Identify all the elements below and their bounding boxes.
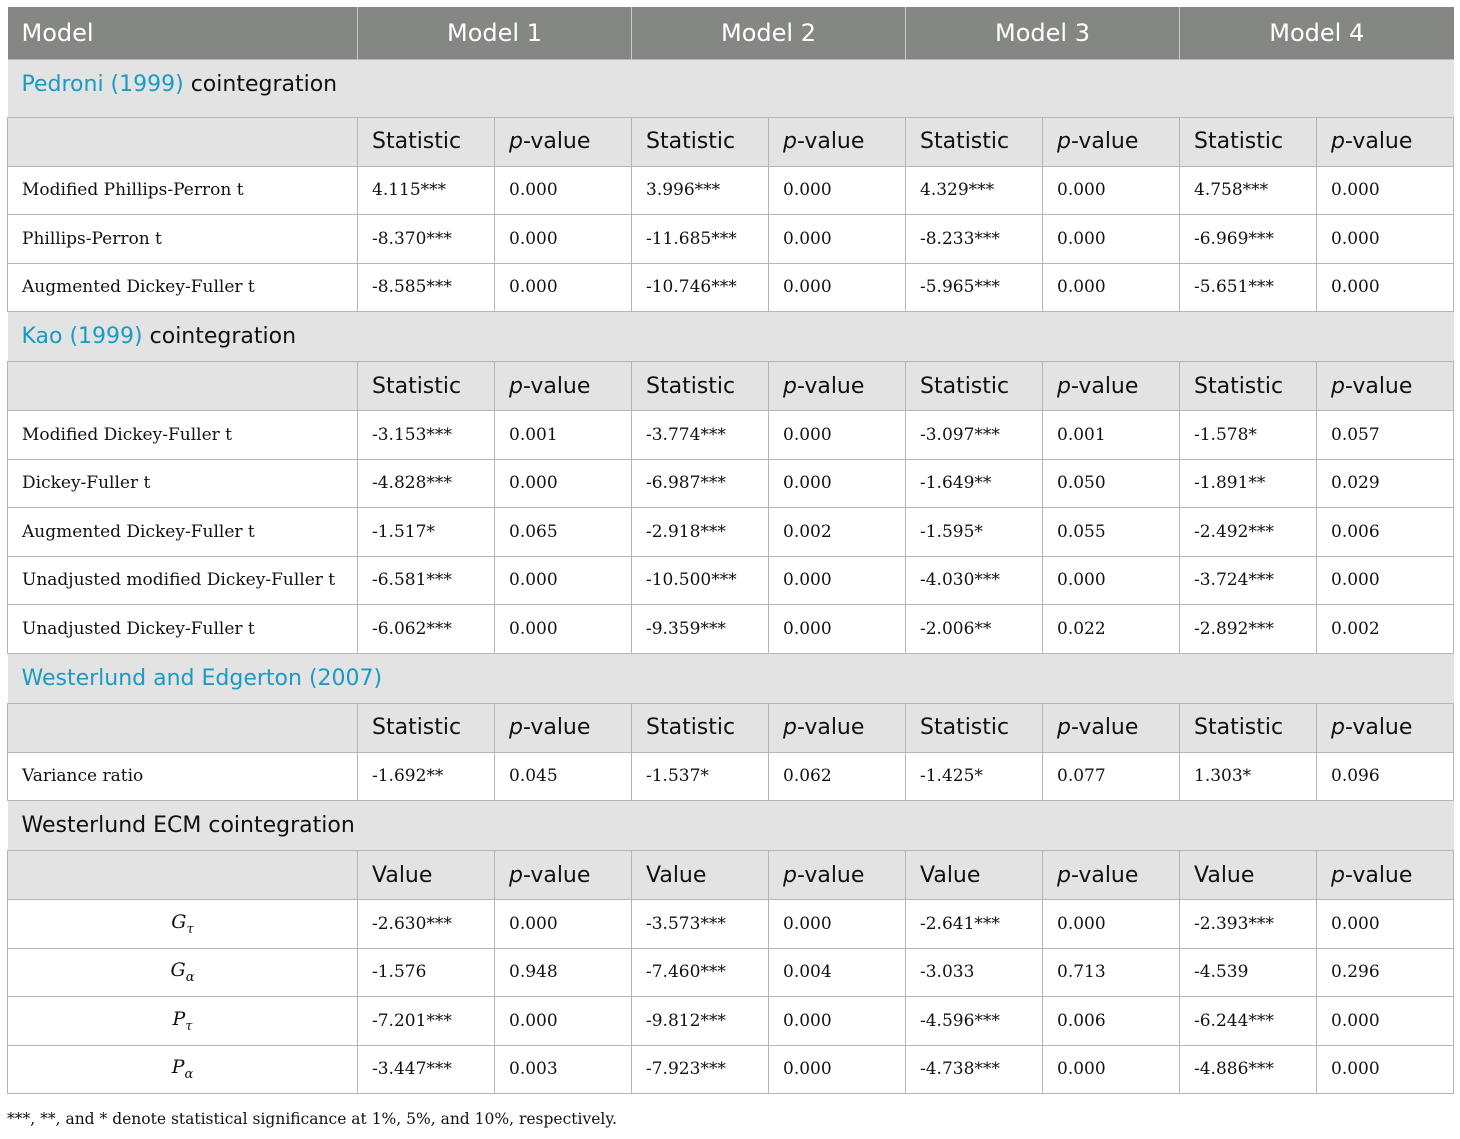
p-value-cell: 0.045 <box>495 752 632 801</box>
section-pedroni <box>8 59 1454 117</box>
table-row <box>8 605 1454 654</box>
statistic-cell: -2.892*** <box>1180 605 1317 654</box>
p-value-cell: 0.000 <box>1043 166 1180 215</box>
statistic-cell: 4.329*** <box>906 166 1043 215</box>
subheader-blank <box>8 851 358 900</box>
statistic-cell: -1.578* <box>1180 411 1317 460</box>
kao-rows <box>8 411 1454 654</box>
p-value-cell: 0.001 <box>495 411 632 460</box>
statistic-cell: -7.201*** <box>358 997 495 1046</box>
p-value-cell: 0.000 <box>495 556 632 605</box>
statistic-cell: -9.812*** <box>632 997 769 1046</box>
table-row <box>8 508 1454 557</box>
row-label: Unadjusted modified Dickey-Fuller t <box>8 556 358 605</box>
statistic-cell: -9.359*** <box>632 605 769 654</box>
statistic-cell: -6.969*** <box>1180 215 1317 264</box>
col-p-value: p-value <box>1043 117 1180 166</box>
table-row <box>8 166 1454 215</box>
subheader-blank <box>8 703 358 752</box>
col-p-value: p-value <box>1317 362 1454 411</box>
statistic-cell: -2.006** <box>906 605 1043 654</box>
col-statistic: Statistic <box>358 703 495 752</box>
statistic-cell: -8.233*** <box>906 215 1043 264</box>
statistic-cell: 4.758*** <box>1180 166 1317 215</box>
section-kao <box>8 312 1454 362</box>
statistic-cell: -6.987*** <box>632 459 769 508</box>
p-value-cell: 0.000 <box>769 166 906 215</box>
p-value-cell: 0.000 <box>1317 900 1454 949</box>
table-row <box>8 948 1454 997</box>
header-model-3: Model 3 <box>906 7 1180 59</box>
p-value-cell: 0.000 <box>769 411 906 460</box>
section-title: Pedroni (1999) cointegration <box>8 59 1454 117</box>
kao-reference-link[interactable]: Kao (1999) <box>21 324 143 349</box>
subheader-row <box>8 851 1454 900</box>
p-value-cell: 0.006 <box>1043 997 1180 1046</box>
statistic-cell: -4.539 <box>1180 948 1317 997</box>
p-value-cell: 0.000 <box>1043 900 1180 949</box>
pedroni-reference-link[interactable]: Pedroni (1999) <box>21 71 184 97</box>
p-value-cell: 0.000 <box>495 997 632 1046</box>
col-statistic: Statistic <box>358 117 495 166</box>
statistic-cell: -4.886*** <box>1180 1045 1317 1094</box>
p-value-cell: 0.000 <box>769 1045 906 1094</box>
p-value-cell: 0.000 <box>769 900 906 949</box>
p-value-cell: 0.057 <box>1317 411 1454 460</box>
table-row <box>8 263 1454 312</box>
statistic-cell: -2.918*** <box>632 508 769 557</box>
statistic-cell: -2.393*** <box>1180 900 1317 949</box>
statistic-cell: -3.153*** <box>358 411 495 460</box>
statistic-cell: 3.996*** <box>632 166 769 215</box>
statistic-cell: -5.651*** <box>1180 263 1317 312</box>
statistic-cell: -7.923*** <box>632 1045 769 1094</box>
table-row <box>8 556 1454 605</box>
col-p-value: p-value <box>1317 703 1454 752</box>
statistic-cell: -3.097*** <box>906 411 1043 460</box>
subheader-row <box>8 117 1454 166</box>
p-value-cell: 0.000 <box>1043 263 1180 312</box>
table-row <box>8 459 1454 508</box>
row-label: Augmented Dickey-Fuller t <box>8 263 358 312</box>
p-value-cell: 0.096 <box>1317 752 1454 801</box>
westerlund-edgerton-reference-link[interactable]: Westerlund and Edgerton (2007) <box>21 665 383 691</box>
westerlund-ecm-rows <box>8 900 1454 1094</box>
row-symbol: $G_\tau$ <box>8 900 358 949</box>
results-table-wrapper <box>7 7 1453 1094</box>
p-value-cell: 0.000 <box>1043 1045 1180 1094</box>
header-model-1: Model 1 <box>358 7 632 59</box>
subheader-row <box>8 703 1454 752</box>
col-statistic: Statistic <box>906 703 1043 752</box>
row-label: Dickey-Fuller t <box>8 459 358 508</box>
footnote: ***, **, and * denote statistical significance at 1%, 5%, and 10%, respectively. <box>7 1110 617 1128</box>
col-statistic: Statistic <box>632 117 769 166</box>
p-value-cell: 0.000 <box>495 215 632 264</box>
section-title: Kao (1999) cointegration <box>8 312 1454 362</box>
statistic-cell: -6.244*** <box>1180 997 1317 1046</box>
statistic-cell: 4.115*** <box>358 166 495 215</box>
p-value-cell: 0.000 <box>495 166 632 215</box>
p-value-cell: 0.000 <box>1317 1045 1454 1094</box>
statistic-cell: -8.585*** <box>358 263 495 312</box>
col-p-value: p-value <box>1043 703 1180 752</box>
p-value-cell: 0.000 <box>769 263 906 312</box>
row-label: Augmented Dickey-Fuller t <box>8 508 358 557</box>
statistic-cell: -10.500*** <box>632 556 769 605</box>
statistic-cell: -2.630*** <box>358 900 495 949</box>
col-statistic: Statistic <box>906 362 1043 411</box>
statistic-cell: -4.738*** <box>906 1045 1043 1094</box>
col-statistic: Statistic <box>906 117 1043 166</box>
col-statistic: Statistic <box>632 362 769 411</box>
p-value-cell: 0.000 <box>1317 166 1454 215</box>
subheader-row <box>8 362 1454 411</box>
statistic-cell: -1.425* <box>906 752 1043 801</box>
p-value-cell: 0.000 <box>769 997 906 1046</box>
col-p-value: p-value <box>495 703 632 752</box>
col-statistic: Statistic <box>1180 703 1317 752</box>
col-p-value: p-value <box>769 362 906 411</box>
table-row <box>8 997 1454 1046</box>
p-value-cell: 0.055 <box>1043 508 1180 557</box>
statistic-cell: -1.537* <box>632 752 769 801</box>
p-value-cell: 0.077 <box>1043 752 1180 801</box>
col-statistic: Statistic <box>1180 362 1317 411</box>
section-westerlund-ecm <box>8 801 1454 851</box>
col-statistic: Statistic <box>632 703 769 752</box>
p-value-cell: 0.000 <box>495 459 632 508</box>
p-value-cell: 0.050 <box>1043 459 1180 508</box>
col-p-value: p-value <box>1043 362 1180 411</box>
p-value-cell: 0.002 <box>769 508 906 557</box>
statistic-cell: -3.573*** <box>632 900 769 949</box>
p-value-cell: 0.004 <box>769 948 906 997</box>
pedroni-rows <box>8 166 1454 312</box>
cointegration-table <box>7 7 1454 1094</box>
statistic-cell: 1.303* <box>1180 752 1317 801</box>
col-p-value: p-value <box>495 362 632 411</box>
subheader-blank <box>8 117 358 166</box>
table-row <box>8 1045 1454 1094</box>
col-p-value: p-value <box>1317 851 1454 900</box>
col-p-value: p-value <box>769 851 906 900</box>
statistic-cell: -1.576 <box>358 948 495 997</box>
p-value-cell: 0.000 <box>769 605 906 654</box>
p-value-cell: 0.000 <box>495 605 632 654</box>
p-value-cell: 0.000 <box>769 459 906 508</box>
section-title <box>8 653 1454 703</box>
col-value: Value <box>358 851 495 900</box>
col-p-value: p-value <box>1317 117 1454 166</box>
col-value: Value <box>1180 851 1317 900</box>
p-value-cell: 0.000 <box>1043 215 1180 264</box>
header-model: Model <box>8 7 358 59</box>
row-label: Unadjusted Dickey-Fuller t <box>8 605 358 654</box>
statistic-cell: -2.492*** <box>1180 508 1317 557</box>
statistic-cell: -10.746*** <box>632 263 769 312</box>
p-value-cell: 0.000 <box>1317 556 1454 605</box>
header-row <box>8 7 1454 59</box>
table-row <box>8 411 1454 460</box>
p-value-cell: 0.065 <box>495 508 632 557</box>
statistic-cell: -1.649** <box>906 459 1043 508</box>
col-p-value: p-value <box>769 117 906 166</box>
p-value-cell: 0.713 <box>1043 948 1180 997</box>
statistic-cell: -6.581*** <box>358 556 495 605</box>
statistic-cell: -4.596*** <box>906 997 1043 1046</box>
statistic-cell: -2.641*** <box>906 900 1043 949</box>
table-row <box>8 215 1454 264</box>
col-value: Value <box>906 851 1043 900</box>
subheader-blank <box>8 362 358 411</box>
statistic-cell: -3.774*** <box>632 411 769 460</box>
col-value: Value <box>632 851 769 900</box>
header-model-2: Model 2 <box>632 7 906 59</box>
p-value-cell: 0.948 <box>495 948 632 997</box>
section-title: Westerlund ECM cointegration <box>8 801 1454 851</box>
section-westerlund-edgerton <box>8 653 1454 703</box>
statistic-cell: -1.595* <box>906 508 1043 557</box>
p-value-cell: 0.001 <box>1043 411 1180 460</box>
col-p-value: p-value <box>1043 851 1180 900</box>
row-symbol: $P_\alpha$ <box>8 1045 358 1094</box>
col-p-value: p-value <box>495 117 632 166</box>
p-value-cell: 0.002 <box>1317 605 1454 654</box>
p-value-cell: 0.003 <box>495 1045 632 1094</box>
statistic-cell: -5.965*** <box>906 263 1043 312</box>
p-value-cell: 0.062 <box>769 752 906 801</box>
col-p-value: p-value <box>495 851 632 900</box>
statistic-cell: -1.517* <box>358 508 495 557</box>
table-row <box>8 752 1454 801</box>
westerlund-edgerton-rows <box>8 752 1454 801</box>
row-label: Phillips-Perron t <box>8 215 358 264</box>
row-label: Modified Dickey-Fuller t <box>8 411 358 460</box>
p-value-cell: 0.000 <box>1043 556 1180 605</box>
statistic-cell: -7.460*** <box>632 948 769 997</box>
row-symbol: $G_\alpha$ <box>8 948 358 997</box>
p-value-cell: 0.000 <box>1317 263 1454 312</box>
p-value-cell: 0.022 <box>1043 605 1180 654</box>
p-value-cell: 0.000 <box>1317 215 1454 264</box>
p-value-cell: 0.000 <box>495 900 632 949</box>
p-value-cell: 0.000 <box>1317 997 1454 1046</box>
p-value-cell: 0.000 <box>495 263 632 312</box>
statistic-cell: -1.692** <box>358 752 495 801</box>
statistic-cell: -11.685*** <box>632 215 769 264</box>
statistic-cell: -8.370*** <box>358 215 495 264</box>
p-value-cell: 0.006 <box>1317 508 1454 557</box>
p-value-cell: 0.029 <box>1317 459 1454 508</box>
table-row <box>8 900 1454 949</box>
statistic-cell: -3.447*** <box>358 1045 495 1094</box>
statistic-cell: -3.033 <box>906 948 1043 997</box>
header-model-4: Model 4 <box>1180 7 1454 59</box>
col-statistic: Statistic <box>1180 117 1317 166</box>
col-statistic: Statistic <box>358 362 495 411</box>
row-symbol: $P_\tau$ <box>8 997 358 1046</box>
row-label: Variance ratio <box>8 752 358 801</box>
row-label: Modified Phillips-Perron t <box>8 166 358 215</box>
statistic-cell: -4.030*** <box>906 556 1043 605</box>
p-value-cell: 0.000 <box>769 215 906 264</box>
statistic-cell: -3.724*** <box>1180 556 1317 605</box>
statistic-cell: -1.891** <box>1180 459 1317 508</box>
statistic-cell: -6.062*** <box>358 605 495 654</box>
statistic-cell: -4.828*** <box>358 459 495 508</box>
p-value-cell: 0.000 <box>769 556 906 605</box>
col-p-value: p-value <box>769 703 906 752</box>
p-value-cell: 0.296 <box>1317 948 1454 997</box>
